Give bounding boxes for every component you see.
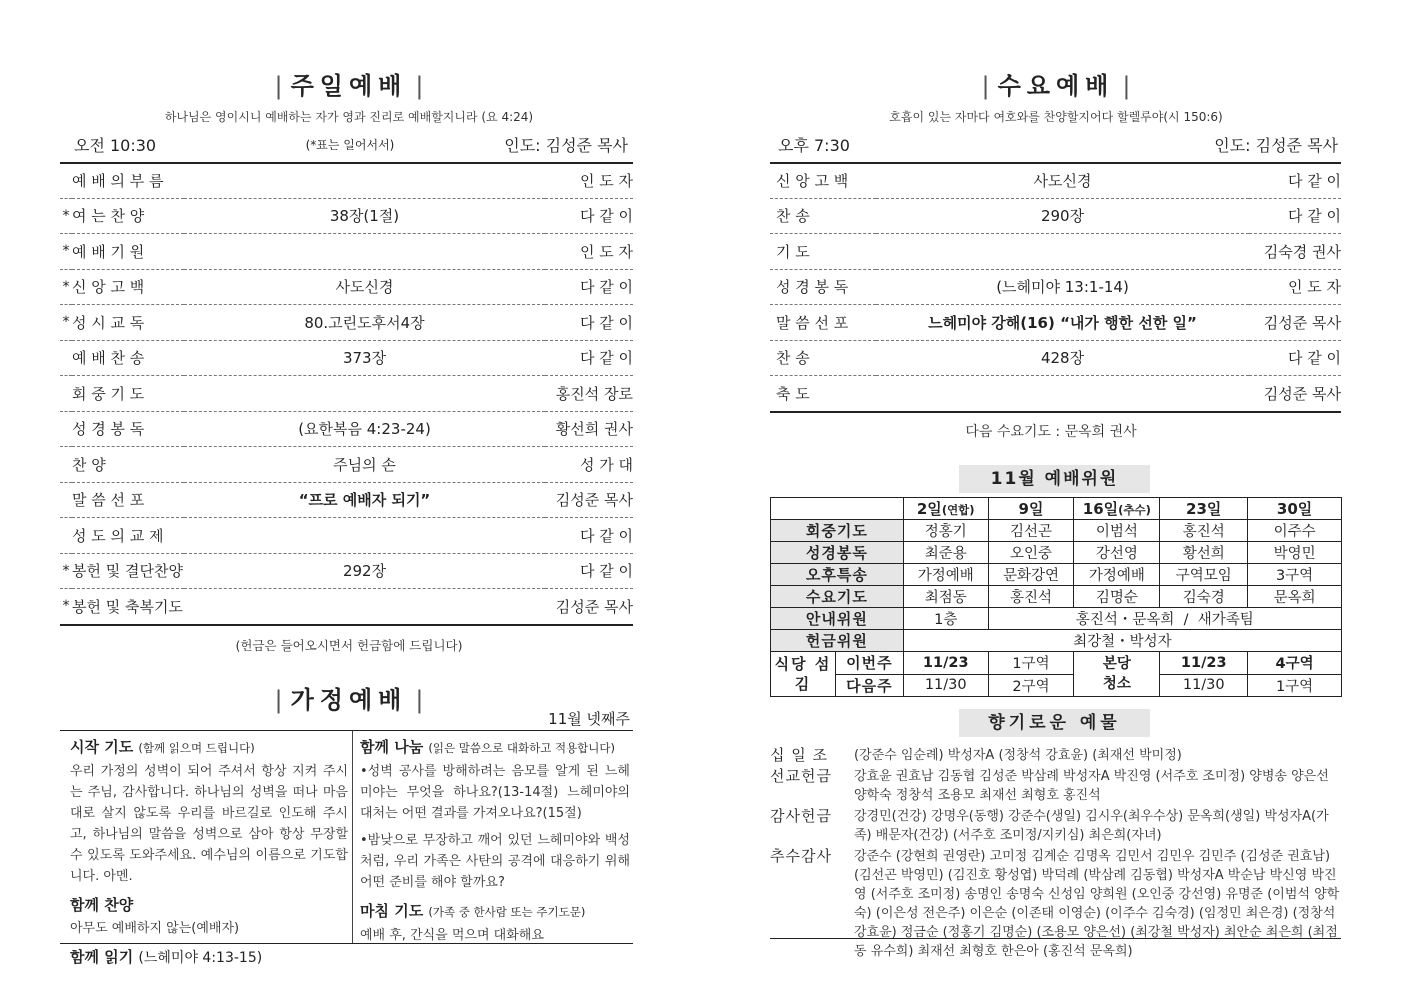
order-item-content: 주님의 손 — [184, 447, 545, 483]
wed-item-content: 느헤미야 강해(16) “내가 행한 선한 일” — [876, 305, 1249, 341]
committee-cell: 3구역 — [1248, 564, 1342, 586]
order-item-name: 회 중 기 도 — [72, 384, 145, 403]
wed-item-content: (느헤미야 13:1-14) — [876, 269, 1249, 305]
wed-item-name: 말 씀 선 포 — [770, 305, 876, 341]
committee-cell: 박영민 — [1248, 542, 1342, 564]
sharing-question-2: •밤낮으로 무장하고 깨어 있던 느헤미야와 백성처럼, 우리 가족은 사탄의 공격에 대응하기 위해 어떤 준비를 해야 할까요? — [360, 833, 630, 890]
wed-item-name: 기 도 — [770, 234, 876, 270]
committee-cell: 김명순 — [1074, 586, 1160, 608]
committee-cell: 구역모임 — [1160, 564, 1248, 586]
wed-item-leader: 김성준 목사 — [1249, 305, 1341, 341]
guide-label: 안내위원 — [771, 608, 904, 630]
required-standing-mark: * — [60, 234, 72, 270]
order-item-content: 사도신경 — [184, 269, 545, 305]
offering-names: 강효윤 권효남 김동협 김성준 박삼례 박성자A 박진영 (서주호 조미정) 양병송 양은선 양학숙 정창석 조용모 최재선 최형호 홍진석 — [854, 769, 1329, 803]
col-day-5: 30일 — [1248, 498, 1342, 520]
col-day-4: 23일 — [1160, 498, 1248, 520]
sunday-order-row — [60, 340, 633, 376]
clean-this-date: 11/23 — [1160, 652, 1248, 675]
next-wednesday-prayer: 다음 수요기도 : 문옥희 권사 — [965, 424, 1137, 440]
meal-label — [771, 652, 904, 697]
committee-table — [770, 497, 1342, 697]
praise-heading: 함께 찬양 — [70, 896, 134, 914]
order-item-name: 성 도 의 교 제 — [72, 526, 164, 545]
offering-committee-label: 헌금위원 — [771, 630, 904, 652]
order-item-leader: 황선희 권사 — [555, 420, 633, 439]
required-standing-mark: * — [60, 589, 72, 625]
sunday-order-row — [60, 269, 633, 305]
committee-cell: 오인중 — [988, 542, 1074, 564]
committee-cell: 이범석 — [1074, 520, 1160, 542]
order-item-content: “프로 예배자 되기” — [184, 482, 545, 518]
clean-next-group: 1구역 — [1248, 674, 1342, 697]
order-item-name: 예 배 기 원 — [72, 242, 145, 261]
sunday-order-row — [60, 553, 633, 589]
committee-cell: 가정예배 — [903, 564, 988, 586]
order-item-name: 성 경 봉 독 — [72, 420, 145, 439]
wed-item-leader: 다 같 이 — [1249, 198, 1341, 234]
committee-cell: 황선희 — [1160, 542, 1248, 564]
wed-item-name: 찬 송 — [770, 340, 876, 376]
required-standing-mark — [60, 411, 72, 447]
offering-row — [770, 767, 1341, 805]
wednesday-leader: 인도: 김성준 목사 — [1214, 136, 1338, 155]
required-standing-mark: * — [60, 198, 72, 234]
order-item-name: 예 배 찬 송 — [72, 349, 145, 368]
committee-row-label: 오후특송 — [771, 564, 904, 586]
offerings-list — [770, 746, 1341, 959]
order-item-leader: 다 같 이 — [579, 313, 633, 332]
committee-cell: 문화강연 — [988, 564, 1074, 586]
committee-row-label: 회중기도 — [771, 520, 904, 542]
offering-names: 강경민(건강) 강명우(동행) 강준수(생일) 김시우(최우수상) 문옥희(생일) 박성자A(가족) 배문자(건강) (서주호 조미정/지키심) 최은희(자녀) — [854, 809, 1329, 843]
order-item-leader: 인 도 자 — [579, 171, 633, 190]
order-item-content: 38장(1절) — [184, 198, 545, 234]
praise-text: 아무도 예배하지 않는(예배자) — [70, 921, 240, 936]
required-standing-mark: * — [60, 269, 72, 305]
offering-committee-value: 최강철・박성자 — [903, 630, 1341, 652]
order-item-name: 여 는 찬 양 — [72, 207, 145, 226]
col-day-2: 9일 — [988, 498, 1074, 520]
committee-row — [771, 564, 1342, 586]
family-title: | 가정예배 | — [274, 686, 424, 714]
order-item-leader: 홍진석 장로 — [555, 384, 633, 403]
opening-prayer-text: 우리 가정의 성벽이 되어 주셔서 항상 지켜 주시는 주님, 감사합니다. 하나님의 성벽을 떠나 마음대로 살지 않도록 우리를 바르길로 인도해 주시고, 하나님의 말씀을 성벽으로 삼아 항상 무장할 수 있도록 도와주세요. 예수님의 이름으로 기도합니다. 아멘. — [70, 764, 348, 884]
required-standing-mark — [60, 482, 72, 518]
offering-names: (강준수 임순례) 박성자A (정창석 강효윤) (최재선 박미정) — [854, 748, 1182, 763]
wed-item-content — [876, 376, 1249, 412]
committee-title: 11월 예배위원 — [959, 465, 1150, 493]
clean-next-date: 11/30 — [1160, 674, 1248, 697]
required-standing-mark — [60, 340, 72, 376]
order-item-leader: 김성준 목사 — [555, 491, 633, 510]
required-standing-mark — [60, 163, 72, 198]
required-standing-mark: * — [60, 553, 72, 589]
wednesday-order-row — [770, 305, 1341, 341]
order-item-name: 봉헌 및 결단찬양 — [72, 562, 183, 581]
wednesday-time: 오후 7:30 — [778, 136, 850, 155]
order-item-name: 성 시 교 독 — [72, 313, 145, 332]
order-item-content: 373장 — [184, 340, 545, 376]
wed-item-content: 290장 — [876, 198, 1249, 234]
wednesday-order-row — [770, 340, 1341, 376]
committee-row-label: 수요기도 — [771, 586, 904, 608]
committee-cell: 최준용 — [903, 542, 988, 564]
offering-row — [770, 807, 1341, 845]
committee-cell: 강선영 — [1074, 542, 1160, 564]
committee-row — [771, 520, 1342, 542]
next-week-label: 다음주 — [846, 676, 893, 695]
sunday-order-row — [60, 411, 633, 447]
committee-row — [771, 542, 1342, 564]
sunday-order-row — [60, 447, 633, 483]
offering-row — [770, 746, 1341, 765]
meal-this-group: 1구역 — [988, 652, 1074, 675]
wed-item-name: 성 경 봉 독 — [770, 269, 876, 305]
order-item-content — [184, 518, 545, 554]
stand-note: (*표는 일어서서) — [305, 138, 395, 152]
family-right-col — [360, 731, 630, 943]
sunday-order-row — [60, 376, 633, 412]
wednesday-order-row — [770, 376, 1341, 412]
sunday-order-row — [60, 589, 633, 625]
wednesday-verse: 호흡이 있는 자마다 여호와를 찬양할지어다 할렐루야(시 150:6) — [889, 110, 1223, 124]
opening-prayer-heading: 시작 기도 (함께 읽으며 드립니다) — [70, 738, 255, 756]
sunday-order-row — [60, 518, 633, 554]
wed-item-leader: 다 같 이 — [1249, 163, 1341, 198]
order-item-name: 신 앙 고 백 — [72, 278, 145, 297]
order-item-leader: 김성준 목사 — [555, 597, 633, 616]
family-box — [60, 730, 633, 966]
col-day-3: 16일(추수) — [1074, 498, 1160, 520]
wednesday-order-row — [770, 198, 1341, 234]
sunday-order-row — [60, 198, 633, 234]
order-item-name: 예 배 의 부 름 — [72, 171, 164, 190]
offerings-title: 향기로운 예물 — [959, 709, 1150, 737]
guide-rest: 홍진석・문옥희 / 새가족팀 — [988, 608, 1341, 630]
family-title-text: 가정예배 — [290, 686, 408, 714]
meal-next-date: 11/30 — [903, 674, 988, 697]
wed-item-leader: 다 같 이 — [1249, 340, 1341, 376]
committee-cell: 정홍기 — [903, 520, 988, 542]
sunday-order-row — [60, 305, 633, 341]
committee-header-row — [771, 498, 1342, 520]
wednesday-order-row — [770, 163, 1341, 198]
meal-next-group: 2구역 — [988, 674, 1074, 697]
order-item-content — [184, 376, 545, 412]
reading-heading: 함께 읽기 (느헤미야 4:13-15) — [70, 948, 263, 966]
offering-label: 감사헌금 — [770, 807, 832, 825]
closing-prayer-text: 예배 후, 간식을 먹으며 대화해요 — [360, 928, 544, 943]
committee-cell: 홍진석 — [1160, 520, 1248, 542]
order-item-leader: 성 가 대 — [579, 455, 633, 474]
offering-label: 십 일 조 — [770, 746, 829, 764]
family-left-col — [70, 731, 348, 966]
offering-label: 추수감사 — [770, 847, 832, 865]
order-item-leader: 다 같 이 — [579, 349, 633, 368]
order-item-content — [184, 163, 545, 198]
wed-item-name: 찬 송 — [770, 198, 876, 234]
committee-row-label: 성경봉독 — [771, 542, 904, 564]
order-item-content: 80.고린도후서4장 — [184, 305, 545, 341]
sharing-question-1: •성벽 공사를 방해하려는 음모를 알게 된 느헤미야는 무엇을 하나요?(13-14절) 느헤미야의 대처는 어떤 결과를 가져오나요?(15절) — [360, 764, 630, 821]
order-item-name: 봉헌 및 축복기도 — [72, 597, 183, 616]
offering-names: 강준수 (강현희 권영란) 고미정 김계순 김명옥 김민서 김민우 김민주 (김성준 권효남) (김선곤 박영민) (김진호 황성엽) 박덕례 (박삼례 김동협) 박성자A 박순남 박신영 박진영 (서주호 조미정) 송명인 송명숙 신성임 양희원 (오인중 강선영) 유명준 (이범석 양학숙) (이은성 전은주) 이은순 (이존태 이영순) (이주수 김숙경) (임정민 최은경) (정창석 강효윤) 정금순 (정홍기 김명순) (조용모 양은선) (최강철 박성자) 최안순 최은희 (최점동 유수희) 최재선 최형호 한은아 (홍진석 문옥희) — [854, 849, 1340, 959]
offering-label: 선교헌금 — [770, 767, 832, 785]
order-item-leader: 다 같 이 — [579, 526, 633, 545]
sunday-title-text: 주일예배 — [290, 72, 408, 100]
meal-label-text: 식당 섬김 — [771, 652, 836, 696]
order-item-content — [184, 589, 545, 625]
committee-cell: 최점동 — [903, 586, 988, 608]
sunday-title: | 주일예배 | — [274, 72, 424, 100]
order-item-leader: 다 같 이 — [579, 278, 633, 297]
closing-prayer-heading: 마침 기도 (가족 중 한사람 또는 주기도문) — [360, 902, 586, 920]
committee-cell: 가정예배 — [1074, 564, 1160, 586]
committee-cell: 홍진석 — [988, 586, 1074, 608]
family-week: 11월 넷째주 — [548, 710, 630, 728]
wed-item-content — [876, 234, 1249, 270]
this-week-label: 이번주 — [836, 652, 903, 675]
wednesday-order-table — [770, 163, 1341, 413]
meal-row-this — [771, 652, 1342, 675]
meal-this-date: 11/23 — [903, 652, 988, 675]
order-item-content — [184, 234, 545, 270]
guide-row — [771, 608, 1342, 630]
wednesday-order-row — [770, 269, 1341, 305]
order-item-name: 말 씀 선 포 — [72, 491, 145, 510]
guide-floor: 1층 — [903, 608, 988, 630]
sunday-order-row — [60, 163, 633, 198]
wed-item-leader: 김성준 목사 — [1249, 376, 1341, 412]
order-item-content: 292장 — [184, 553, 545, 589]
wednesday-title-text: 수요예배 — [997, 72, 1115, 100]
offering-note: (헌금은 들어오시면서 헌금함에 드립니다) — [235, 638, 463, 653]
order-item-leader: 다 같 이 — [579, 207, 633, 226]
wed-item-name: 축 도 — [770, 376, 876, 412]
offering-committee-row — [771, 630, 1342, 652]
wednesday-order-row — [770, 234, 1341, 270]
wednesday-title: | 수요예배 | — [981, 72, 1131, 100]
sharing-heading: 함께 나눔 (읽은 말씀으로 대화하고 적용합니다) — [360, 738, 615, 756]
committee-cell: 이주수 — [1248, 520, 1342, 542]
order-item-leader: 인 도 자 — [579, 242, 633, 261]
sunday-order-row — [60, 234, 633, 270]
sunday-order-table — [60, 163, 633, 626]
col-day-1: 2일(연합) — [903, 498, 988, 520]
order-item-content: (요한복음 4:23-24) — [184, 411, 545, 447]
required-standing-mark — [60, 518, 72, 554]
clean-label: 본당 청소 — [1074, 652, 1160, 697]
required-standing-mark — [60, 447, 72, 483]
sunday-verse: 하나님은 영이시니 예배하는 자가 영과 진리로 예배할지니라 (요 4:24) — [164, 110, 534, 124]
committee-row — [771, 586, 1342, 608]
sunday-leader: 인도: 김성준 목사 — [504, 136, 628, 155]
committee-cell: 김선곤 — [988, 520, 1074, 542]
sunday-order-row — [60, 482, 633, 518]
order-item-name: 찬 양 — [72, 455, 106, 474]
required-standing-mark — [60, 376, 72, 412]
wed-item-leader: 인 도 자 — [1249, 269, 1341, 305]
wed-item-name: 신 앙 고 백 — [770, 163, 876, 198]
required-standing-mark: * — [60, 305, 72, 341]
committee-cell: 문옥희 — [1248, 586, 1342, 608]
clean-this-group: 4구역 — [1248, 652, 1342, 675]
committee-cell: 김숙경 — [1160, 586, 1248, 608]
wed-item-content: 사도신경 — [876, 163, 1249, 198]
order-item-leader: 다 같 이 — [579, 562, 633, 581]
wed-item-content: 428장 — [876, 340, 1249, 376]
offering-row — [770, 847, 1341, 961]
sunday-time: 오전 10:30 — [74, 136, 157, 155]
wed-item-leader: 김숙경 권사 — [1249, 234, 1341, 270]
